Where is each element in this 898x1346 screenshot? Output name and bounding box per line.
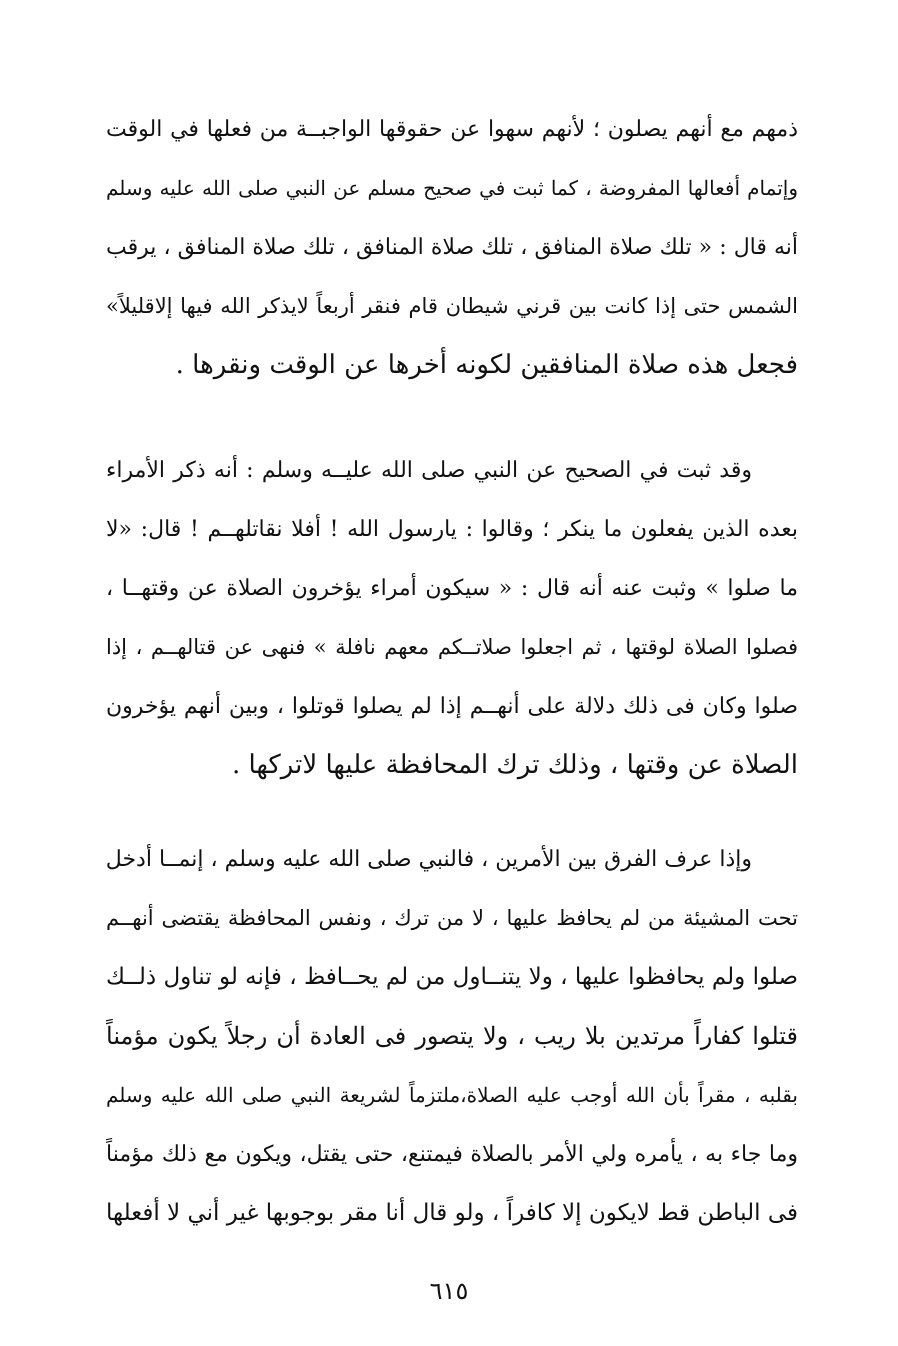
text-line: بعده الذين يفعلون ما ينكر ؛ وقالوا : يارسول الله ! أفلا نقاتلهــم ! قال: «لا (106, 517, 798, 542)
paragraph-3 (106, 830, 798, 1243)
paragraph-2 (106, 441, 798, 795)
text-line: فجعل هذه صلاة المنافقين لكونه أخرها عن الوقت ونقرها . (175, 350, 798, 380)
text-line: وما جاء به ، يأمره ولي الأمر بالصلاة فيمتنع، حتى يقتل، ويكون مع ذلك مؤمناً (106, 1142, 798, 1167)
text-line: تحت المشيئة من لم يحافظ عليها ، لا من ترك ، ونفس المحافظة يقتضى أنهــم (106, 906, 798, 930)
page-number: ٦١٥ (429, 1277, 469, 1305)
text-line: قتلوا كفاراً مرتدين بلا ريب ، ولا يتصور فى العادة أن رجلاً يكون مؤمناً (106, 1022, 798, 1050)
text-line: بقلبه ، مقراً بأن الله أوجب عليه الصلاة،ملتزماً لشريعة النبي صلى الله عليه وسلم (106, 1083, 798, 1107)
text-line: وإذا عرف الفرق بين الأمرين ، فالنبي صلى الله عليه وسلم ، إنمــا أدخل (106, 847, 752, 872)
text-line: أنه قال : « تلك صلاة المنافق ، تلك صلاة المنافق ، تلك صلاة المنافق ، يرقب (106, 235, 798, 260)
text-line: وإتمام أفعالها المفروضة ، كما ثبت في صحيح مسلم عن النبي صلى الله عليه وسلم (106, 176, 798, 200)
text-line: الصلاة عن وقتها ، وذلك ترك المحافظة عليها لاتركها . (231, 750, 798, 780)
text-line: صلوا وكان فى ذلك دلالة على أنهــم إذا لم يصلوا قوتلوا ، وبين أنهم يؤخرون (106, 694, 798, 719)
text-line: صلوا ولم يحافظوا عليها ، ولا يتنــاول من لم يحــافظ ، فإنه لو تناول ذلــك (106, 964, 798, 990)
text-line: ذمهم مع أنهم يصلون ؛ لأنهم سهوا عن حقوقها الواجبــة من فعلها في الوقت (106, 117, 798, 142)
text-line: ما صلوا » وثبت عنه أنه قال : « سيكون أمراء يؤخرون الصلاة عن وقتهــا ، (106, 576, 798, 601)
text-line: فى الباطن قط لايكون إلا كافراً ، ولو قال أنا مقر بوجوبها غير أني لا أفعلها (106, 1200, 798, 1226)
paragraph-1 (106, 100, 798, 395)
text-line: فصلوا الصلاة لوقتها ، ثم اجعلوا صلاتــكم معهم نافلة » فنهى عن قتالهــم ، إذا (106, 635, 798, 659)
text-line: وقد ثبت في الصحيح عن النبي صلى الله عليــه وسلم : أنه ذكر الأمراء (106, 458, 752, 483)
text-line: الشمس حتى إذا كانت بين قرني شيطان قام فنقر أربعاً لايذكر الله فيها إلاقليلاً» (106, 294, 798, 318)
